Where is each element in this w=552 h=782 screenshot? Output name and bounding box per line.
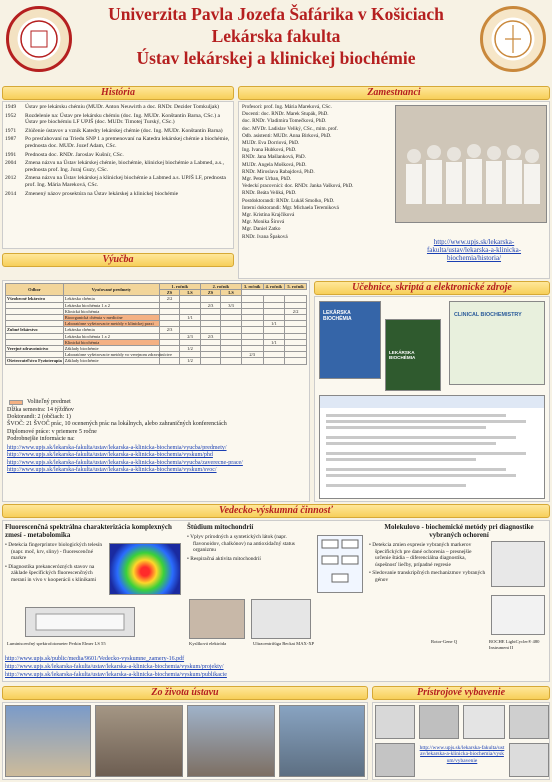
life-panel [2,702,368,780]
book-cover-2 [385,319,441,391]
subject-cell: Bioorganická chémia v medicíne [63,315,159,321]
history-entry [5,152,233,159]
history-year: 2012 [5,175,17,182]
table-subheader: LS [180,290,201,296]
staff-item: Ing. Ivana Hubková, PhD. [242,147,297,154]
teaching-table [5,283,307,365]
staff-item: Vedeckí pracovníci: doc. RNDr. Janka Vašková, PhD. [242,183,354,190]
legend-label: Voliteľný predmet [27,399,71,405]
history-text: Po presťahovaní na Triedu SNP 1 a premenovaní na Katedra lekárskej chémie a biochémie, prednosta doc. MUDr. Jozef Adam, CSc. [25,136,230,149]
table-header: Vyučované predmety [63,284,159,296]
table-header: 5. ročník [285,284,307,290]
table-header: 3. ročník [241,284,263,290]
table-header: 1. ročník [159,284,200,290]
research-bullet: • Sledovanie transkripčných mechanizmov vybraných génov [369,570,486,583]
research-bullet: • Detekcia zmien expresie vybraných markerov špecifických pre dané ochorenia – presnejšie určenie štádia – diferenciálna diagnostika, úspešnosť liečby, prípadné regresie [369,542,472,568]
value-cell [241,358,263,364]
value-cell: 1/2 [180,346,201,352]
value-cell: 2/3 [200,333,221,339]
table-subheader: LS [221,290,242,296]
equipment-link[interactable]: http://www.upjs.sk/lekarska-fakulta/ustav/lekarska-a-klinicka-biochemia/vyskum/vybavenie [419,745,505,764]
staff-link[interactable]: http://www.upjs.sk/lekarska-fakulta/ustav/lekarska-a-klinicka-biochemia/historia/ [426,238,522,262]
ultracentrifuge-image [251,599,311,639]
research-col-3 [369,523,549,650]
history-text: Zlúčenie ústavov a vznik Katedry lekárskej chémie (doc. Ing. MUDr. Konštantín Barna) [25,127,223,134]
teaching-note: Podrobnejšie informácie na: [7,435,75,442]
history-list [5,104,233,199]
staff-item: Interní doktorandi: Mgr. Michaela Teremiková [242,204,339,211]
staff-item: doc. RNDr. Vladimíra Tomečková, PhD. [242,118,327,125]
staff-item: Postdoktorandi: RNDr. Lukáš Smolko, PhD. [242,197,335,204]
teaching-legend [9,399,71,405]
subject-cell: Základy biochémie [63,358,159,364]
subject-cell: Základy biochémie [63,346,159,352]
field-cell: Ošetrovateľstvo Fyzioterapia [7,358,62,364]
subject-cell: Laboratórne vyšetrovacie metódy v klinickej praxi [63,321,159,327]
staff-item: Odb. asistenti: MUDr. Anna Birková, PhD. [242,132,332,139]
subject-cell: Lekárska chémia [63,296,159,302]
equipment-photo-6 [509,743,549,777]
history-year: 2014 [5,190,17,197]
life-photo-3 [187,705,275,777]
book-cover-3 [449,301,545,385]
history-text: Zmenený názov prosektúra na Ústav lekárskej a klinickej biochémie [25,190,179,197]
value-cell: 3/3 [221,302,242,308]
research1-caption: Luminiscenčný spektrofotometer Perkin Elmer LS 55 [7,641,106,646]
research1-heading: Fluorescenčná spektrálna charakterizácia komplexných zmesí - metabolomika [5,523,172,539]
equipment-photo-2 [419,705,459,739]
history-year: 1949 [5,104,17,110]
equipment-photo-5 [375,743,415,777]
staff-list [242,104,392,241]
research2-caption-2: Ultracentrifúga Beckat MAX-XP [253,641,315,646]
staff-item: MUDr. Angela Mošková, PhD. [242,161,307,168]
research1-bullets [5,542,103,584]
header [0,0,552,78]
history-text: Prednosta doc. RNDr. Jaroslav Kušnír, CSc. [25,151,124,158]
field-cell: Všeobecné lekárstvo [6,296,64,302]
history-year: 1987 [5,136,17,143]
life-photo-1 [5,705,91,777]
value-cell: 1/1 [180,315,201,321]
staff-item: RNDr. Ivana Špaková [242,233,288,240]
life-photo-4 [279,705,365,777]
teaching-link[interactable]: http://www.upjs.sk/lekarska-fakulta/ustav/lekarska-a-klinicka-biochemia/vyucba/predmety/ [7,445,227,451]
history-entry [5,113,233,126]
research-bullet: • Diagnostika prekancerózných stavov na základe špecifických fluorescenčných meraní in vivo v kooperácii s klinikami [5,563,97,583]
title-line-1: Univerzita Pavla Jozefa Šafárika v Košiciach [108,4,444,24]
table-header: Odbor [6,284,64,296]
history-entry [5,191,233,198]
history-year: 1971 [5,127,17,134]
teaching-note: Doktorandi: 2 (občiach: 1) [7,414,71,421]
research3-bullets [369,542,487,584]
table-row [6,358,307,364]
life-photo-2 [95,705,183,777]
staff-item: RNDr. Jana Mašlanková, PhD. [242,154,306,161]
staff-item: RNDr. Miroslava Rabajdová, PhD. [242,168,315,175]
life-bar: Zo života ústavu [2,686,368,700]
staff-item: Mgr. Monika Šírová [242,219,285,226]
value-cell [263,358,285,364]
value-cell: 2/3 [241,352,263,358]
history-year: 1991 [5,151,17,158]
book1-title: LEKÁRSKA BIOCHÉMIA [323,310,352,322]
equipment-photo-3 [463,705,505,739]
research-link[interactable]: http://www.upjs.sk/public/media/9601/Vedecko-vyskumne_zamery-16.pdf [5,656,185,662]
lightcycler-image [491,541,545,587]
subject-cell: Klinická biochémia [63,339,159,345]
field-cell: Zubné lekárstvo [6,327,64,333]
history-entry [5,136,233,149]
title-line-3: Ústav lekárskej a klinickej biochémie [136,48,416,68]
teaching-link[interactable]: http://www.upjs.sk/lekarska-fakulta/ustav/lekarska-a-klinicka-biochemia/vyskum/phd [7,452,213,459]
equipment-photo-1 [375,705,415,739]
subject-cell: Laboratórne vyšetrovacie metódy vo verejnom zdravotníctve [64,352,172,358]
history-entry [5,128,233,135]
subject-cell: Lekárska biochémia 1 a 2 [63,302,159,308]
history-year: 2004 [5,160,17,167]
value-cell: 1/2 [180,358,201,364]
subject-cell: Lekárska chémia [63,327,159,333]
mitochondria-diagram [317,535,363,593]
research-bullet: • Respiračná aktivita mitochondrií [187,555,261,562]
value-cell: 2/3 [200,302,221,308]
table-header: 2. ročník [200,284,241,290]
history-entry [5,160,233,173]
staff-item: Profesori: prof. Ing. Mária Mareková, CSc. [242,104,332,110]
research2-heading: Štúdium mitochondrií [187,523,254,531]
research3-caption-2: ROCHE LightCycler® 480 Instrument II [489,639,540,650]
research3-caption-1: Rotor-Gene Q [431,639,458,644]
staff-item: Mgr. Daniel Zatko [242,226,281,233]
heatmap-image [109,543,181,595]
research-bar: Vedecko-výskumná činnosť [2,504,550,518]
value-cell: 2/2 [159,296,180,302]
teaching-panel [2,280,310,502]
research-links [5,655,549,679]
history-text: Rozdelenie na: Ústav pre lekársku chémiu (doc. Ing. MUDr. Konštantín Barna, CSc.) a Ústav pre biochémiu LF UPJŠ (doc. MUDr. Timotej Turský, CSc.) [25,112,220,126]
research-col-2 [187,523,365,647]
table-header: 4. ročník [263,284,285,290]
equipment-bar: Prístrojové vybavenie [372,686,550,700]
staff-item: Docenti: doc. RNDr. Marek Stupák, PhD. [242,111,329,118]
staff-item: Mgr. Peter Urban, PhD. [242,176,292,183]
research2-bullets [187,534,313,562]
value-cell [159,358,180,364]
value-cell: 1/1 [263,339,285,345]
staff-item: Mgr. Kristína Krajčíková [242,212,295,219]
history-entry [5,175,233,188]
history-year: 1952 [5,112,17,119]
book3-title: LEKÁRSKA BIOCHÉMIA [389,350,416,360]
research-link[interactable]: http://www.upjs.sk/lekarska-fakulta/ustav/lekarska-a-klinicka-biochemia/vyskum/projekty/ [5,664,224,670]
staff-bar: Zamestnanci [238,86,550,100]
value-cell: 2/3 [180,333,201,339]
history-panel [2,101,234,249]
teaching-link[interactable]: http://www.upjs.sk/lekarska-fakulta/ustav/lekarska-a-klinicka-biochemia/vyskum/svoc/ [7,467,217,474]
title-line-2: Lekárska fakulta [211,26,341,46]
staff-item: doc. MVDr. Ladislav Veliký, CSc., mim. prof. [242,125,339,132]
spectrophotometer-image [25,607,135,637]
textbooks-panel [314,296,550,502]
teaching-links [7,445,307,475]
value-cell: 1/1 [263,321,285,327]
value-cell [221,358,242,364]
table-subheader: ZS [200,290,221,296]
subject-cell: Klinická biochémia [63,308,159,314]
research-bullet: • Detekcia fingerprintov biologických telesín (napr. moč, krv, sliny) - fluorescenčné markre [5,542,103,562]
research-link[interactable]: http://www.upjs.sk/lekarska-fakulta/ustav/lekarska-a-klinicka-biochemia/vyskum/publikacie [5,672,227,678]
textbooks-bar: Učebnice, skriptá a elektronické zdroje [314,281,550,295]
teaching-bar: Výučba [2,253,234,267]
research3-heading: Molekulovo - biochemické metódy pri diagnostike vybraných ochorení [384,523,534,539]
faculty-seal-right [480,6,546,72]
staff-photo [395,105,547,223]
research-panel [2,520,550,682]
teaching-note: ŠVOČ: 21 ŠVOČ prác, 10 ocenených prác na lokálnych, alebo zahraničných konferenciách [7,421,227,428]
history-entry [5,104,233,111]
subject-cell: Lekárska biochémia 1 a 2 [63,333,159,339]
staff-panel [238,101,550,279]
rotorgene-image [491,595,545,635]
research-bullet: • Vplyv prírodných a syntetických látok (napr. flavonoidov, chalkónov) na antioxidačný status organizmu [187,534,295,554]
staff-item: MUDr. Eva Dorriová, PhD. [242,140,300,147]
equipment-panel [372,702,550,780]
field-cell: Verejné zdravotníctvo [6,346,64,352]
book2-title: CLINICAL BIOCHEMISTRY [454,312,522,318]
research2-caption-1: Kyslíková elektróda [189,641,227,646]
value-cell [200,358,221,364]
teaching-note: Dĺžka semestra: 14 týždňov [7,407,74,413]
history-text: Zmena názvu na Ústav lekárskej chémie, biochémie, klinickej biochémie a Labmed, a.s., prednosta prof. Ing. Juraj Guzy, CSc. [25,160,224,173]
teaching-note: Diplomové práce: v priemere 5 ročne [7,428,97,435]
book-cover-1 [319,301,381,379]
history-bar: História [2,86,234,100]
university-seal-left [6,6,72,72]
research-col-1 [5,523,183,647]
history-text: Ústav pre lekársku chémiu (MUDr. Anton Neuwirth a doc. RNDr. Dezider Tomkuljak) [25,104,219,110]
oxygen-electrode-image [189,599,245,639]
table-subheader: ZS [159,290,180,296]
value-cell: 2/3 [159,327,180,333]
value-cell [285,358,307,364]
equipment-photo-4 [509,705,549,739]
history-text: Zmena názvu na Ústav lekárskej a klinickej biochémie a Labmed a.s. UPJŠ LF, prednosta prof. Ing. Mária Mareková, CSc. [25,175,226,188]
elearning-screenshot [319,395,545,499]
teaching-link[interactable]: http://www.upjs.sk/lekarska-fakulta/ustav/lekarska-a-klinicka-biochemia/vyucba/zaverecne-prace/ [7,459,243,466]
teaching-notes [7,407,307,443]
legend-swatch [9,400,23,405]
staff-item: RNDr. Beáta Veliká, PhD. [242,190,297,197]
value-cell: 2/2 [285,308,307,314]
